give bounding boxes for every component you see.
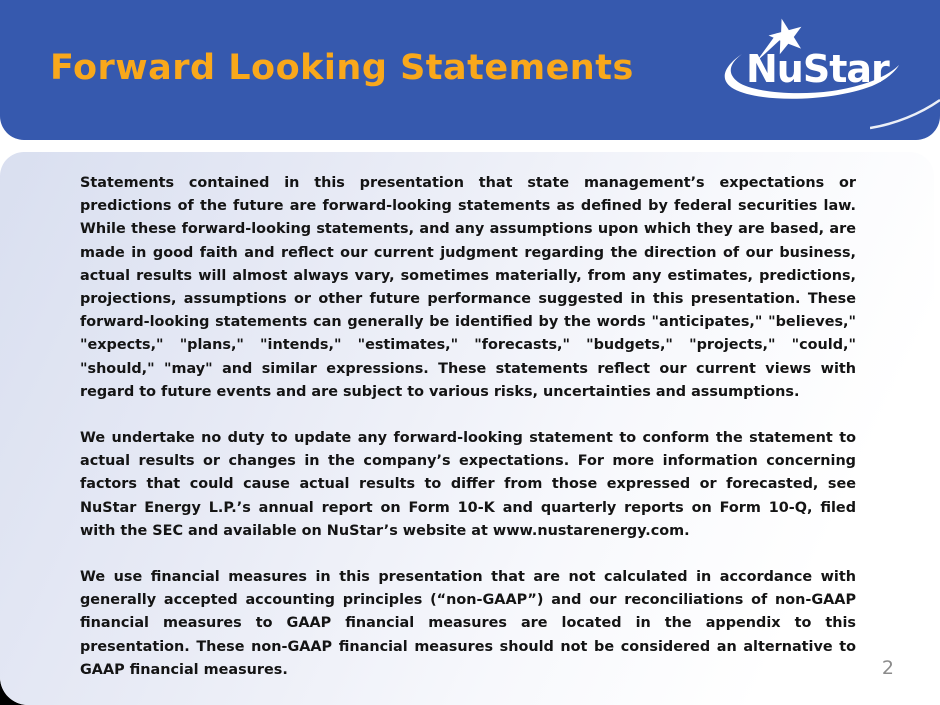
logo-wordmark: NuStar	[746, 47, 889, 91]
paragraph-no-duty-update: We undertake no duty to update any forward-looking statement to conform the statement to actual results or changes in the company’s expectations. For more information concerning factors that could cause actual results to differ from those expressed or forecasted, see NuStar Energy L.P.’s annual report on Form 10-K and quarterly reports on Form 10-Q, filed with the SEC and available on NuStar’s website at www.nustarenergy.com.	[80, 430, 856, 539]
content-panel	[0, 152, 934, 705]
page-number: 2	[881, 657, 894, 679]
page-title: Forward Looking Statements	[50, 48, 634, 88]
swoosh-tail-icon	[870, 98, 940, 134]
disclaimer-text	[80, 172, 856, 705]
paragraph-forward-looking: Statements contained in this presentation that state management’s expectations or predictions of the future are forward-looking statements as defined by federal securities law. While these forward-looking statements, and any assumptions upon which they are based, are made in good faith and reflect our current judgment regarding the direction of our business, actual results will almost always vary, sometimes materially, from any estimates, predictions, projections, assumptions or other future performance suggested in this presentation. These forward-looking statements can generally be identified by the words "anticipates," "believes," "expects," "plans," "intends," "estimates," "forecasts," "budgets," "projects," "could," "should," "may" and similar expressions. These statements reflect our current views with regard to future events and are subject to various risks, uncertainties and assumptions.	[80, 175, 856, 400]
paragraph-non-gaap: We use financial measures in this presentation that are not calculated in accordance with generally accepted accounting principles (“non-GAAP”) and our reconciliations of non-GAAP financial measures to GAAP financial measures are located in the appendix to this presentation. These non-GAAP financial measures should not be considered an alternative to GAAP financial measures.	[80, 569, 856, 678]
header-band	[0, 0, 940, 140]
